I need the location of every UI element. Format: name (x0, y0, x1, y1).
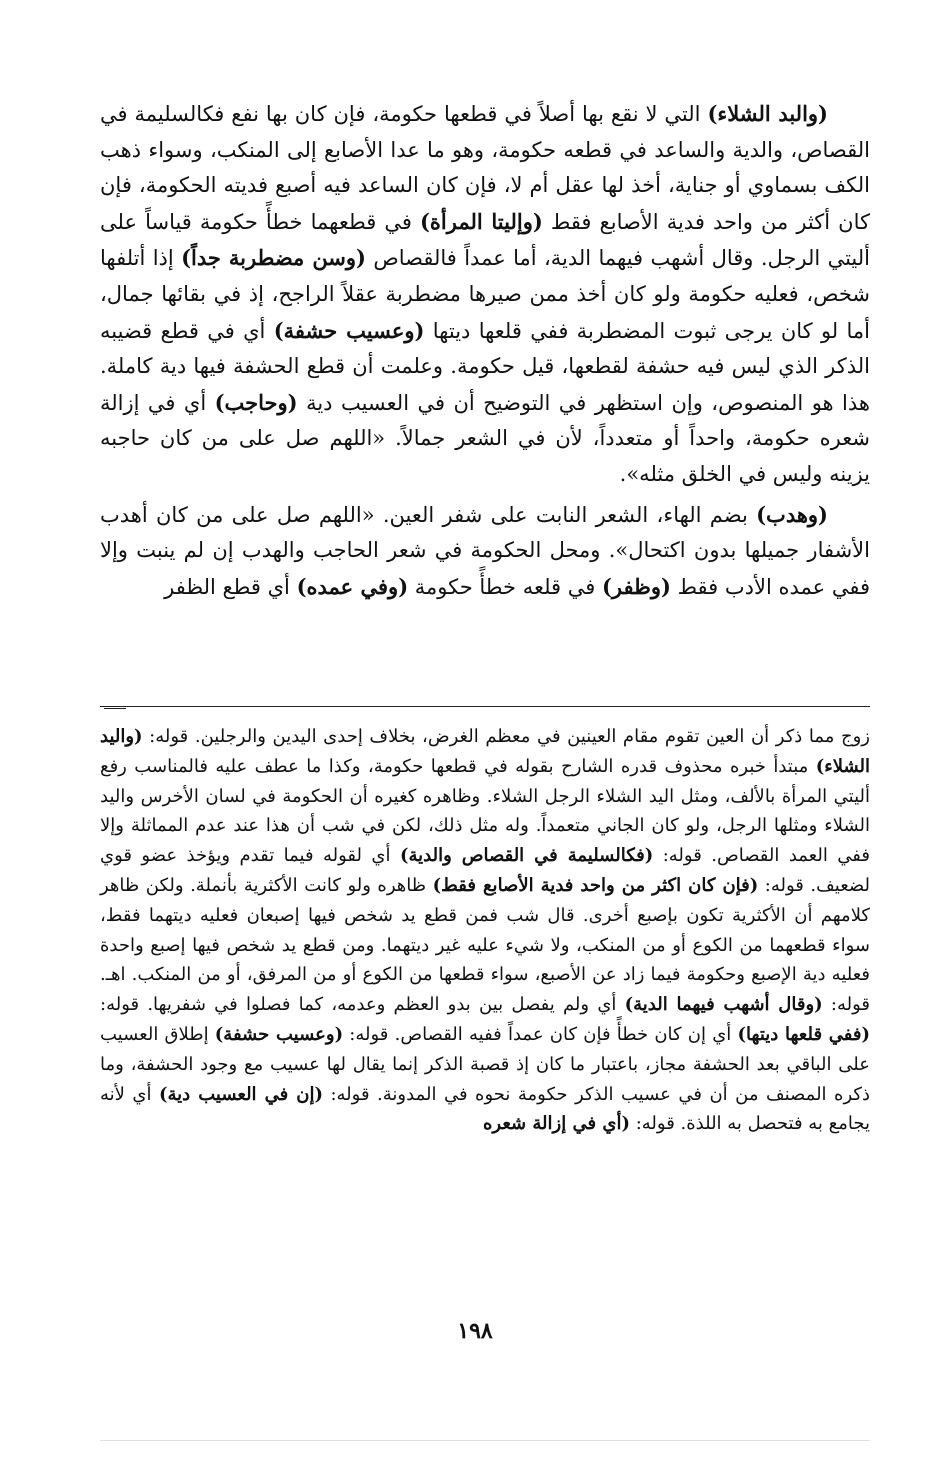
bottom-edge-line (100, 1440, 870, 1441)
text-run: أي في قطع قضيبه الذكر الذي ليس فيه حشفة لقطعها، قيل حكومة. وعلمت أن قطع الحشفة فيها دية كاملة. هذا هو المنصوص، وإن استظهر في التوضيح أن في العسيب دية (100, 318, 870, 415)
footnote-separator-mark (104, 708, 126, 709)
bold-term: (وحاجب) (214, 389, 298, 415)
footnotes (100, 722, 870, 1139)
main-paragraph-2 (100, 497, 870, 606)
main-text (100, 96, 870, 605)
text-run: أي قطع الظفر (164, 574, 297, 599)
footnote-separator (100, 706, 870, 707)
bold-term: (وفي عمده) (296, 573, 409, 599)
bold-term: (إن في العسيب دية) (159, 1083, 323, 1105)
footnote-paragraph (100, 722, 870, 1139)
bold-term: (أي في إزالة شعره (482, 1113, 630, 1135)
bold-term: (وهدب) (756, 501, 828, 527)
text-run: أي لقوله فيما تقدم ويؤخذ عضو قوي لضعيف. قوله: (100, 845, 870, 896)
bold-term: (والبد الشلاء) (707, 101, 828, 126)
text-run: زوج مما ذكر أن العين تقوم مقام العينين في معظم الغرض، بخلاف إحدى اليدين والرجلين. قوله: (142, 726, 870, 747)
text-run: التي لا نقع بها أصلاً في قطعها حكومة، فإن كان بها نفع فكالسليمة في القصاص، والدية والساعد في قطعه حكومة، وهو ما عدا الأصابع إلى المنكب، وسواء ذهب الكف بسماوي أو جناية، أخذ لها عقل أم لا، فإن كان الساعد فيه أصبع فديته الحكومة، فإن كان أكثر من واحد فدية الأصابع فقط (100, 102, 870, 234)
text-run: في قلعه خطأً حكومة (408, 574, 602, 599)
bold-term: (فكالسليمة في القصاص والدية) (399, 845, 654, 867)
bold-term: (فإن كان اكثر من واحد فدية الأصابع فقط) (432, 874, 759, 896)
text-run: إذا أتلفها شخص، فعليه حكومة ولو كان أخذ ممن صيرها مضطربة عقلاً الراجح، إذ في بقائها جمال، أما لو كان يرجى ثبوت المضطربة ففي قلعها ديتها (100, 246, 870, 343)
page-number: ١٩٨ (457, 1318, 493, 1344)
text-run: أي في إزالة شعره حكومة، واحداً أو متعدداً، لأن في الشعر جمالاً. «اللهم صل على من كان حاجبه يزينه وليس في الخلق مثله». (100, 390, 870, 486)
bold-term: (وظفر) (601, 573, 671, 599)
text-run: أي لأنه يجامع به فتحصل به اللذة. قوله: (100, 1083, 870, 1135)
bold-term: (وعسيب حشفة) (273, 317, 425, 343)
text-run: في قطعهما خطأً حكومة قياساً على أليتي الرجل. وقال أشهب فيهما الدية، أما عمداً فالقصاص (100, 209, 870, 271)
text-run: بضم الهاء، الشعر النابت على شفر العين. «اللهم صل على من كان أهدب الأشفار جميلها بدون اكتحال». ومحل الحكومة في شعر الحاجب والهدب إن لم ينبت وإلا ففي عمده الأدب فقط (100, 502, 870, 599)
text-run: أي ولم يفصل بين بدو العظم وعدمه، كما فصلوا في شفريها. قوله: (100, 994, 625, 1016)
text-run: مبتدأ خبره محذوف قدره الشارح بقوله في قطعها حكومة، وكذا ما عطف عليه فالمناسب رفع أليتي المرأة بالألف، ومثل اليد الشلاء الرجل الشلاء. وظاهره كغيره أن الحكومة في لسان الأخرس واليد الشلاء ومثلها الرجل، ولو كان الجاني متعمداً. وله مثل ذلك، لكن في شب أن هذا عند عدم المماثلة وإلا ففي العمد القصاص. قوله: (100, 755, 870, 867)
bold-term: (واليد الشلاء) (100, 726, 870, 777)
bold-term: (وعسيب حشفة) (214, 1023, 344, 1045)
main-paragraph-1 (100, 96, 870, 493)
bold-term: (ففي قلعها ديتها) (737, 1023, 871, 1045)
bold-term: (وإليتا المرأة) (419, 208, 543, 234)
bold-term: (وقال أشهب فيهما الدية) (624, 994, 823, 1016)
text-run: أي إن كان خطأً فإن كان عمداً ففيه القصاص. قوله: (343, 1023, 738, 1045)
text-run: إطلاق العسيب على الباقي بعد الحشفة مجاز، باعتبار ما كان إذ قصبة الذكر إنما يقال لها عسيب مع وجود الحشفة، وما ذكره المصنف من أن في عسيب الذكر حكومة نحوه في المدونة. قوله: (100, 1023, 870, 1105)
bold-term: (وسن مضطربة جداً) (181, 245, 366, 271)
text-run: ظاهره ولو كانت الأكثرية بأنملة. ولكن ظاهر كلامهم أن الأكثرية تكون بإصبع أخرى. قال شب فمن قطع يد شخص فيها إصبعان فعليه ديتهما فقط، سواء قطعهما من الكوع أو من المنكب، ولا شيء عليه غير ديتهما. ومن قطع يد شخص فيها إصبع واحدة فعليه دية الإصبع وحكومة فيما زاد عن الأصبع، سواء قطعها من الكوع أو من المرفق، أو من المنكب. اهـ. قوله: (100, 874, 870, 1016)
